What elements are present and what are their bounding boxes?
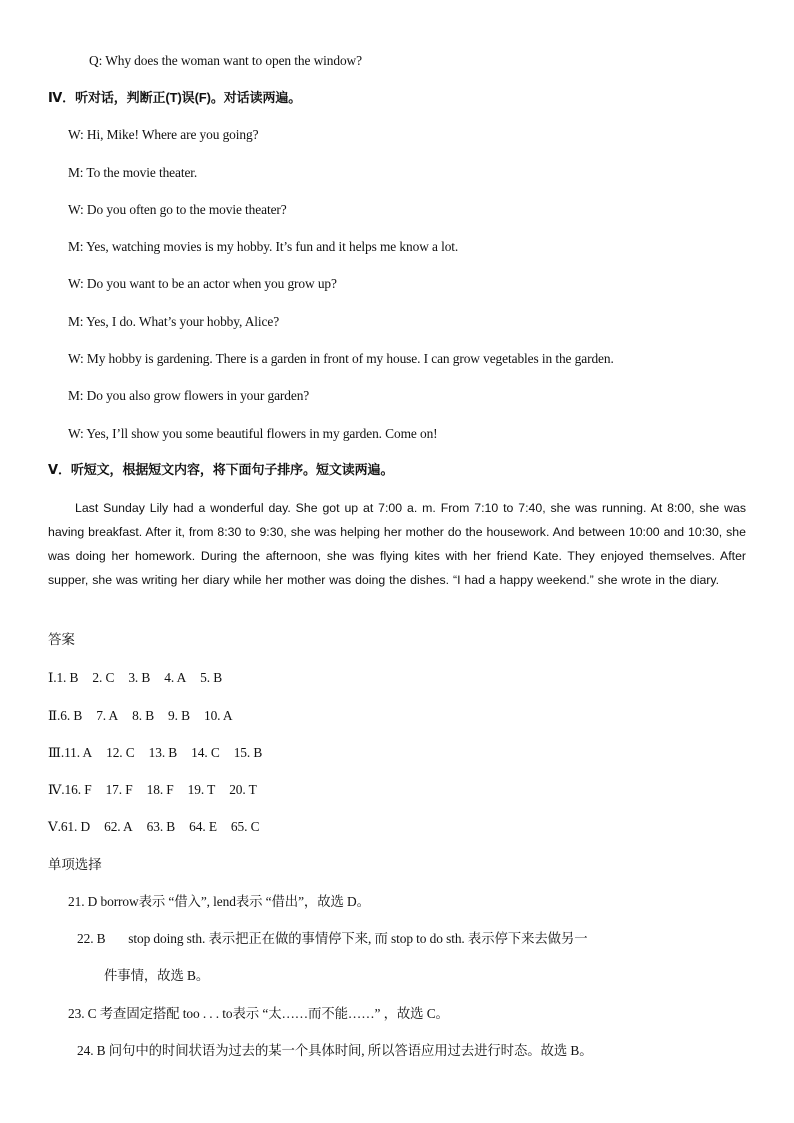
answer-item: 65. C (230, 819, 260, 834)
dialogue-line: W: Do you want to be an actor when you grow up? (68, 276, 337, 291)
answer-item: 64. E (189, 819, 217, 834)
dialogue-line: W: Hi, Mike! Where are you going? (68, 127, 259, 142)
answer-item: 8. B (132, 708, 155, 723)
passage-paragraph: Last Sunday Lily had a wonderful day. She got up at 7:00 a. m. From 7:10 to 7:40, she was running. At 8:00, she was having breakfast. After it, from 8:30 to 9:30, she was helping her mother do the housework. And between 10:00 and 10:30, she was doing her homework. During the afternoon, she was flying kites with her friend Kate. They enjoyed themselves. After supper, she was writing her diary while her mother was doing the dishes. “I had a happy weekend.” she wrote in the diary. (48, 501, 746, 587)
answer-section-label: Ⅲ. (48, 745, 65, 760)
explanation-line: 24. B 问句中的时间状语为过去的某一个具体时间, 所以答语应用过去进行时态。故选 B。 (77, 1043, 593, 1058)
answer-row (48, 707, 247, 725)
answer-item: 17. F (105, 782, 133, 797)
answer-item: 18. F (146, 782, 174, 797)
answer-item: 15. B (233, 745, 263, 760)
answer-item: 16. F (64, 782, 92, 797)
answer-item: 6. B (60, 708, 83, 723)
answer-item: 10. A (203, 708, 233, 723)
answer-row (48, 744, 276, 762)
answer-section-label: Ⅳ. (48, 782, 65, 797)
answer-item: 19. T (187, 782, 216, 797)
answer-row (48, 818, 273, 836)
listening-question: Q: Why does the woman want to open the window? (89, 53, 362, 68)
explanation-line: 22. B stop doing sth. 表示把正在做的事情停下来, 而 stop to do sth. 表示停下来去做另一 (77, 931, 588, 946)
answer-item: 11. A (64, 745, 93, 760)
answer-item: 63. B (146, 819, 176, 834)
explanation-line: 23. C 考查固定搭配 too . . . to表示 “太……而不能……” ，故选 C。 (68, 1006, 449, 1021)
dialogue-line: M: Do you also grow flowers in your garden? (68, 388, 310, 403)
answer-item: 13. B (148, 745, 178, 760)
dialogue-line: M: Yes, I do. What’s your hobby, Alice? (68, 314, 280, 329)
dialogue-line: M: To the movie theater. (68, 165, 198, 180)
answer-row (48, 781, 271, 799)
section-4-heading: Ⅳ．听对话，判断正(T)误(F)。对话读两遍。 (48, 90, 302, 105)
answer-item: 9. B (168, 708, 190, 723)
answers-title: 答案 (48, 632, 75, 647)
dialogue-line: W: My hobby is gardening. There is a garden in front of my house. I can grow vegetables in the garden. (68, 351, 614, 366)
answer-row (48, 669, 236, 687)
answer-item: 1. B (56, 670, 79, 685)
answer-item: 14. C (191, 745, 220, 760)
answer-item: 2. C (92, 670, 115, 685)
dialogue-line: W: Yes, I’ll show you some beautiful flowers in my garden. Come on! (68, 426, 438, 441)
dialogue-line: W: Do you often go to the movie theater? (68, 202, 287, 217)
answer-item: 62. A (104, 819, 133, 834)
answer-item: 4. A (164, 670, 187, 685)
answer-section-label: Ⅰ. (48, 670, 57, 685)
single-choice-title: 单项选择 (48, 857, 102, 872)
answer-item: 61. D (60, 819, 91, 834)
answer-section-label: Ⅱ. (48, 708, 61, 723)
section-5-heading: Ⅴ．听短文，根据短文内容，将下面句子排序。短文读两遍。 (48, 462, 394, 477)
answer-item: 12. C (106, 745, 135, 760)
answer-item: 7. A (96, 708, 119, 723)
explanation-line: 21. D borrow表示 “借入”, lend表示 “借出”，故选 D。 (68, 894, 370, 909)
answer-section-label: Ⅴ. (48, 819, 61, 834)
answer-item: 5. B (200, 670, 223, 685)
explanation-line: 件事情，故选 B。 (104, 968, 210, 983)
answer-item: 3. B (128, 670, 151, 685)
answer-item: 20. T (229, 782, 257, 797)
dialogue-line: M: Yes, watching movies is my hobby. It’s fun and it helps me know a lot. (68, 239, 459, 254)
